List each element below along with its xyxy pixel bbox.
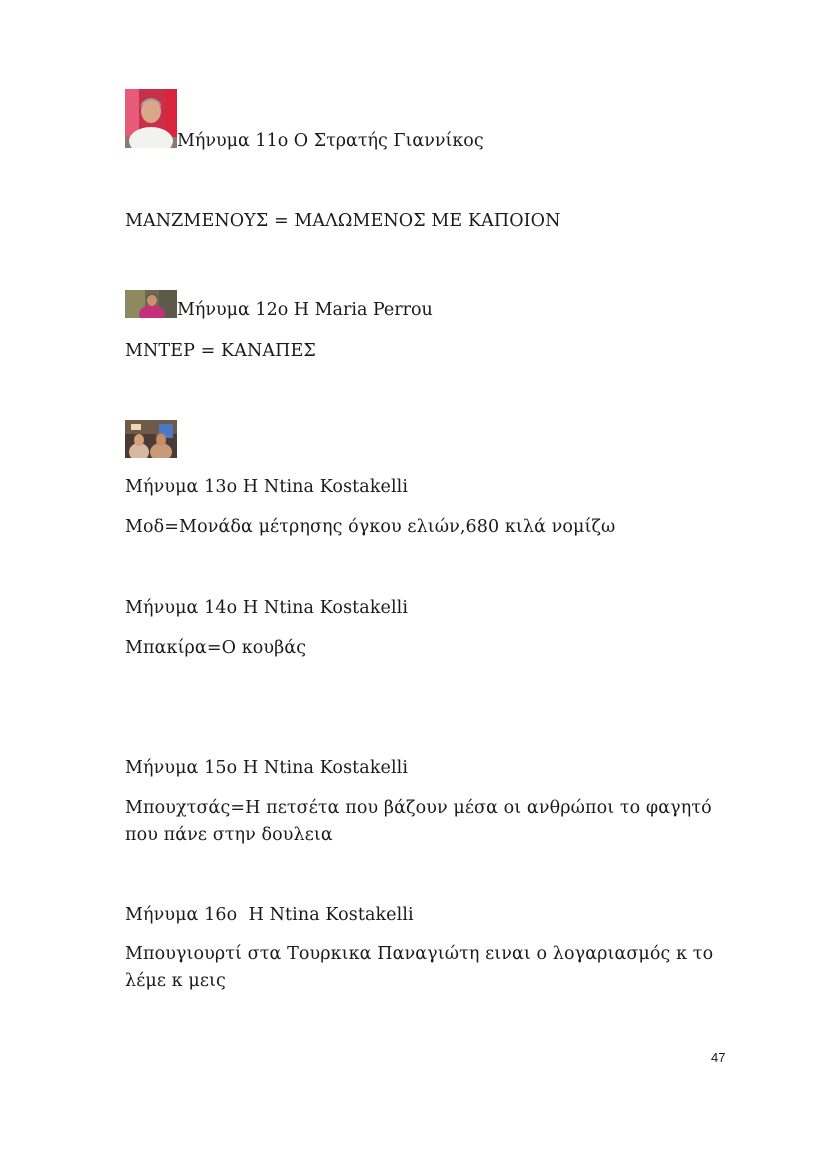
message-header-16: Μήνυμα 16ο Η Ntina Kostakelli xyxy=(125,905,414,925)
message-body-12: ΜΝΤΕΡ = ΚΑΝΑΠΕΣ xyxy=(125,341,316,361)
message-header-12: Μήνυμα 12ο Η Maria Perrou xyxy=(177,300,433,320)
message-body-16: Μπουγιουρτί στα Τουρκικα Παναγιώτη ειναι ο λογαριασμός κ το λέμε κ μεις xyxy=(125,944,714,991)
message-body-15: Μπουχτσάς=Η πετσέτα που βάζουν μέσα οι ανθρώποι το φαγητό που πάνε στην δουλεια xyxy=(125,798,712,845)
message-body-13: Μοδ=Μονάδα μέτρησης όγκου ελιών,680 κιλά νομίζω xyxy=(125,517,616,537)
message-header-11: Μήνυμα 11ο Ο Στρατής Γιαννίκος xyxy=(177,131,484,151)
message-header-14: Μήνυμα 14ο Η Ntina Kostakelli xyxy=(125,598,409,618)
message-header-13: Μήνυμα 13ο Η Ntina Kostakelli xyxy=(125,477,409,497)
message-header-15: Μήνυμα 15ο Η Ntina Kostakelli xyxy=(125,758,409,778)
avatar-photo-man xyxy=(125,89,177,148)
avatar-photo-woman xyxy=(125,290,177,318)
message-body-11: ΜΑΝΖΜΕΝΟΥΣ = ΜΑΛΩΜΕΝΟΣ ΜΕ ΚΑΠΟΙΟΝ xyxy=(125,211,561,231)
message-body-14: Μπακίρα=Ο κουβάς xyxy=(125,638,307,658)
page-number: 47 xyxy=(711,1050,726,1065)
avatar-photo-group xyxy=(125,420,177,458)
